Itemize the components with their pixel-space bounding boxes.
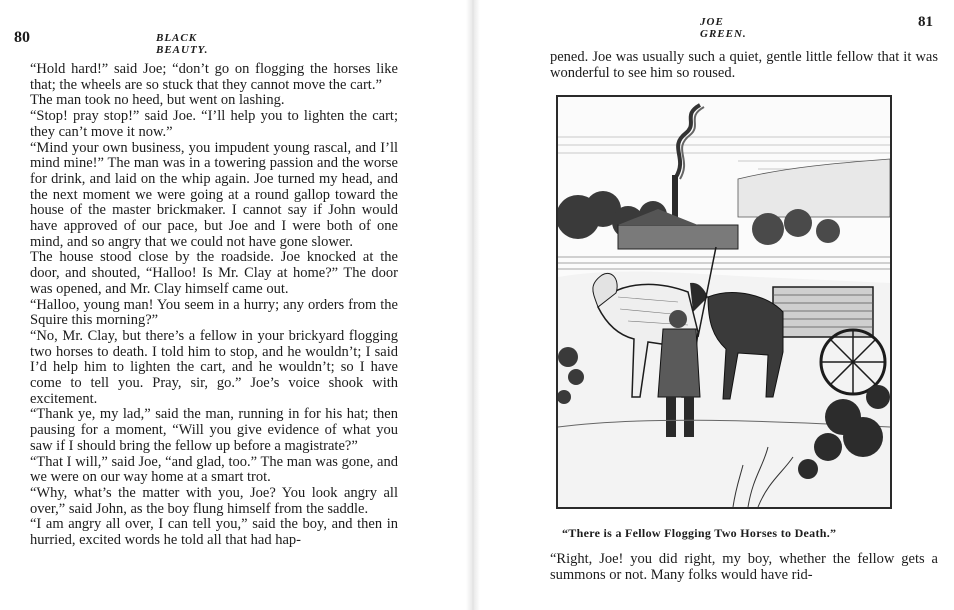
left-running-title: BLACK BEAUTY. xyxy=(156,32,209,56)
paragraph: “No, Mr. Clay, but there’s a fellow in your brickyard flogging two horses to death. I told him to stop, and he wouldn’t; I said I’d help him to lighten the cart, and he wouldn’t; so I have come to tell you. Pray, sir, go.” Joe’s voice shook with excitement. xyxy=(30,327,398,407)
left-page-number: 80 xyxy=(14,29,30,46)
paragraph: The house stood close by the roadside. Joe knocked at the door, and shouted, “Halloo! Is Mr. Clay at home?” The door was opened, and Mr. Clay himself came out. xyxy=(30,249,398,297)
paragraph: “Why, what’s the matter with you, Joe? You look angry all over,” said John, as the boy flung himself from the saddle. xyxy=(30,484,398,517)
right-page-number: 81 xyxy=(918,14,933,30)
paragraph: “Halloo, young man! You seem in a hurry; any orders from the Squire this morning?” xyxy=(30,296,398,329)
illustration-caption: “There is a Fellow Flogging Two Horses to Death.” xyxy=(562,526,837,540)
paragraph: “Right, Joe! you did right, my boy, whether the fellow gets a summons or not. Many folks would have rid- xyxy=(550,551,938,583)
right-page-top-text xyxy=(550,50,938,81)
left-page xyxy=(0,0,470,610)
paragraph: “Hold hard!” said Joe; “don’t go on flogging the horses like that; the wheels are so stuck that they cannot move the cart.” xyxy=(30,61,398,93)
left-page-body xyxy=(30,62,398,549)
paragraph: “Stop! pray stop!” said Joe. “I’ll help you to lighten the cart; they can’t move it now.” xyxy=(30,108,398,140)
paragraph: “Thank ye, my lad,” said the man, running in for his hat; then pausing for a moment, “Will you give evidence of what you saw if I should bring the fellow up before a magistrate?” xyxy=(30,406,398,454)
paragraph: “That I will,” said Joe, “and glad, too.” The man was gone, and we were on our way home at a smart trot. xyxy=(30,453,398,486)
right-page-bottom-text xyxy=(550,552,938,583)
paragraph: pened. Joe was usually such a quiet, gentle little fellow that it was wonderful to see him so roused. xyxy=(550,49,938,81)
right-page xyxy=(478,0,954,610)
paragraph: “Mind your own business, you impudent young rascal, and I’ll mind mine!” The man was in a towering passion and the worse for drink, and laid on the whip again. Joe turned my head, and the next moment we were going at a round gallop toward the house of the master brickmaker. I cannot say if John would have approved of our pace, but Joe and I were both of one mind, and so angry that we could not have gone slower. xyxy=(30,139,398,250)
horses-and-cart-engraving xyxy=(558,97,890,507)
paragraph: “I am angry all over, I can tell you,” said the boy, and then in hurried, excited words he told all that had hap- xyxy=(30,516,398,549)
engraving-illustration xyxy=(556,95,892,509)
paragraph: The man took no heed, but went on lashing. xyxy=(30,92,285,109)
right-running-title: JOE GREEN. xyxy=(700,16,747,40)
